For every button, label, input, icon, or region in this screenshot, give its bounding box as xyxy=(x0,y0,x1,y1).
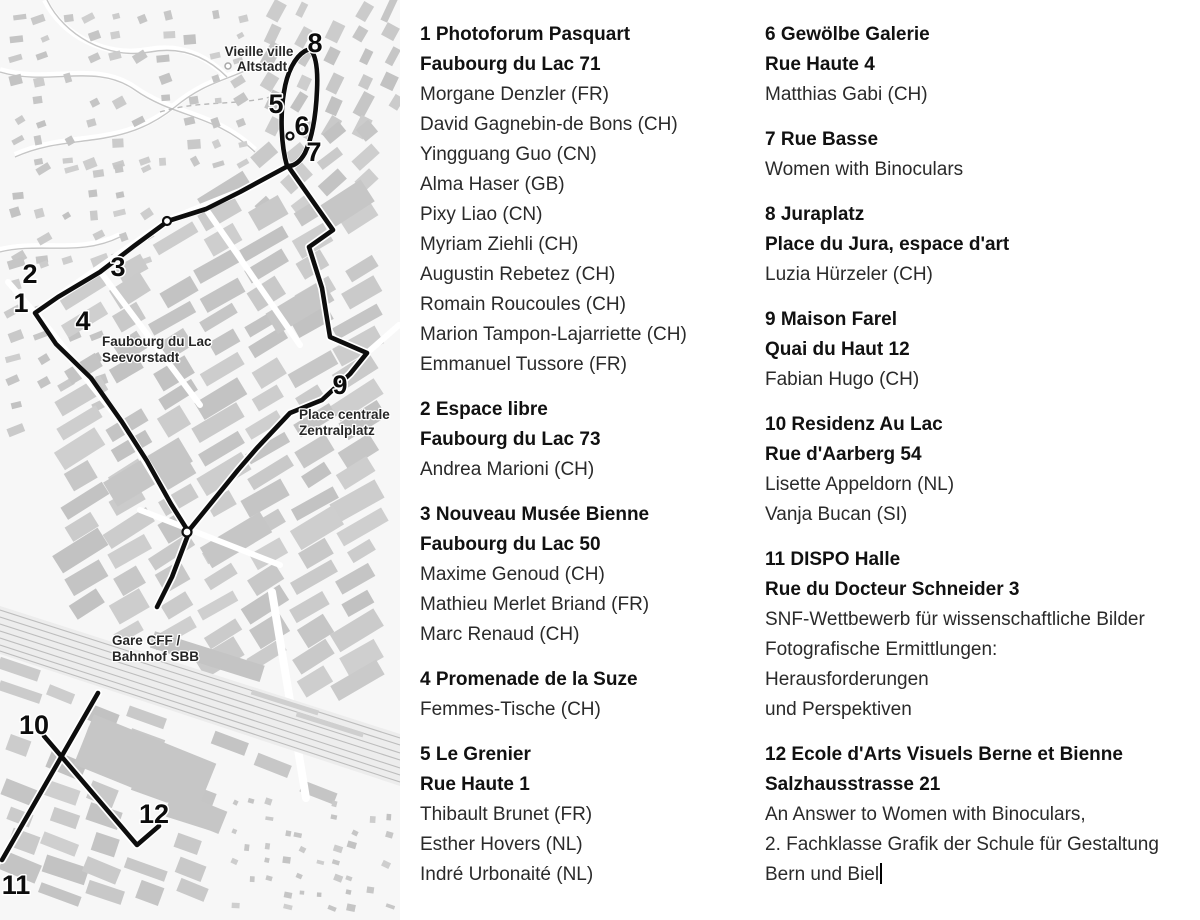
venue-detail-line: Maxime Genoud (CH) xyxy=(420,564,605,585)
area-label: Zentralplatz xyxy=(299,423,375,438)
venue-detail-line: Femmes-Tische (CH) xyxy=(420,699,601,720)
map-building-block xyxy=(88,189,97,197)
map-marker-3: 3 xyxy=(110,252,126,282)
map-building-block xyxy=(370,816,376,823)
venue-detail-line: und Perspektiven xyxy=(765,699,912,720)
venue-detail-line: Thibault Brunet (FR) xyxy=(420,804,593,825)
venue-title-line: Faubourg du Lac 73 xyxy=(420,429,601,450)
venue-title-line: 9 Maison Farel xyxy=(765,309,897,330)
text-cursor xyxy=(880,863,882,884)
area-label: Altstadt xyxy=(236,59,288,74)
venue-title-line: Rue du Docteur Schneider 3 xyxy=(765,579,1020,600)
map-building-block xyxy=(159,158,166,166)
venue-detail-line: Fabian Hugo (CH) xyxy=(765,369,920,390)
venue-entry xyxy=(765,20,1200,110)
venue-entry xyxy=(420,500,760,650)
map-building-block xyxy=(12,192,24,200)
venue-entry xyxy=(420,395,760,485)
venue-detail-line: 2. Fachklasse Grafik der Schule für Gestaltung xyxy=(765,834,1159,855)
venue-title-line: Place du Jura, espace d'art xyxy=(765,234,1010,255)
venue-detail-line: Lisette Appeldorn (NL) xyxy=(765,474,955,495)
venue-title-line: Rue Haute 4 xyxy=(765,54,875,75)
venue-detail-line: Yingguang Guo (CN) xyxy=(420,144,597,165)
venue-entry xyxy=(420,665,760,725)
map-marker-11: 11 xyxy=(1,870,31,900)
venue-entry xyxy=(765,410,1200,530)
map-building-block xyxy=(163,31,175,39)
map-building-block xyxy=(90,210,98,220)
venue-detail-line: Augustin Rebetez (CH) xyxy=(420,264,616,285)
venue-title-line: 2 Espace libre xyxy=(420,399,548,420)
map-building-block xyxy=(215,98,222,104)
map-marker-8: 8 xyxy=(307,28,323,58)
venue-title-line: 10 Residenz Au Lac xyxy=(765,414,943,435)
venue-title-line: Rue d'Aarberg 54 xyxy=(765,444,922,465)
venue-detail-line: Bern und Biel xyxy=(765,860,1200,890)
venue-detail-line: Matthias Gabi (CH) xyxy=(765,84,928,105)
map-building-block xyxy=(250,876,255,882)
venue-entry xyxy=(420,20,760,380)
map-marker-12: 12 xyxy=(138,799,170,829)
city-map xyxy=(0,0,400,920)
route-node xyxy=(163,217,171,225)
venue-list-column-2[interactable] xyxy=(765,20,1200,905)
venue-title-line: 8 Juraplatz xyxy=(765,204,865,225)
map-building-block xyxy=(317,892,322,897)
map-building-block xyxy=(285,830,291,836)
venue-detail-line: Emmanuel Tussore (FR) xyxy=(420,354,627,375)
venue-title-line: 1 Photoforum Pasquart xyxy=(420,24,631,45)
venue-detail-line: Esther Hovers (NL) xyxy=(420,834,583,855)
venue-detail-line: Marc Renaud (CH) xyxy=(420,624,580,645)
map-marker-1: 1 xyxy=(13,288,29,318)
map-building-block xyxy=(300,891,305,895)
venue-entry xyxy=(765,125,1200,185)
map-building-block xyxy=(232,903,240,909)
map-building-block xyxy=(112,138,124,148)
map-building-block xyxy=(189,96,199,105)
venue-detail-line: Vanja Bucan (SI) xyxy=(765,504,908,525)
map-building-block xyxy=(114,164,124,173)
venue-detail-line: An Answer to Women with Binoculars, xyxy=(765,804,1086,825)
venue-detail-line: Morgane Denzler (FR) xyxy=(420,84,609,105)
venue-detail-line: Mathieu Merlet Briand (FR) xyxy=(420,594,650,615)
venue-title-line: Faubourg du Lac 71 xyxy=(420,54,601,75)
venue-detail-line: Alma Haser (GB) xyxy=(420,174,565,195)
venue-detail-line: David Gagnebin-de Bons (CH) xyxy=(420,114,678,135)
area-label: Seevorstadt xyxy=(102,350,180,365)
map-marker-10: 10 xyxy=(18,710,50,740)
venue-entry xyxy=(765,740,1200,890)
venue-title-line: Faubourg du Lac 50 xyxy=(420,534,601,555)
venue-detail-line: Luzia Hürzeler (CH) xyxy=(765,264,933,285)
map-building-block xyxy=(33,96,43,104)
venue-title-line: Salzhausstrasse 21 xyxy=(765,774,941,795)
venue-detail-line: Marion Tampon-Lajarriette (CH) xyxy=(420,324,687,345)
area-label: Faubourg du Lac xyxy=(102,334,212,349)
map-marker-5: 5 xyxy=(268,89,284,119)
venue-entry xyxy=(420,740,760,890)
map-building-block xyxy=(62,158,73,164)
map-building-block xyxy=(282,856,291,864)
map-building-block xyxy=(183,34,196,45)
venue-detail-line: Women with Binoculars xyxy=(765,159,964,180)
venue-title-line: 12 Ecole d'Arts Visuels Berne et Bienne xyxy=(765,744,1123,765)
map-marker-7: 7 xyxy=(306,137,322,167)
venue-title-line: Rue Haute 1 xyxy=(420,774,530,795)
map-marker-4: 4 xyxy=(75,306,91,336)
venue-detail-line: SNF-Wettbewerb für wissenschaftliche Bilder xyxy=(765,609,1145,630)
venue-title-line: 6 Gewölbe Galerie xyxy=(765,24,930,45)
venue-title-line: 7 Rue Basse xyxy=(765,129,879,150)
venue-detail-line: Herausforderungen xyxy=(765,669,929,690)
map-building-block xyxy=(386,814,391,821)
venue-title-line: 3 Nouveau Musée Bienne xyxy=(420,504,650,525)
map-marker-2: 2 xyxy=(22,259,38,289)
venue-title-line: Quai du Haut 12 xyxy=(765,339,910,360)
area-label: Vieille ville xyxy=(224,44,294,59)
area-label: Bahnhof SBB xyxy=(112,649,199,664)
venue-entry xyxy=(765,200,1200,290)
venue-list-column-1[interactable] xyxy=(420,20,760,905)
route-node xyxy=(183,528,192,537)
map-building-block xyxy=(265,843,270,850)
map-marker-6: 6 xyxy=(294,111,310,141)
venue-detail-line: Myriam Ziehli (CH) xyxy=(420,234,579,255)
map-building-block xyxy=(156,55,170,63)
route-node xyxy=(287,133,294,140)
area-label: Place centrale xyxy=(299,407,390,422)
map-marker-9: 9 xyxy=(332,370,348,400)
venue-title-line: 11 DISPO Halle xyxy=(765,549,901,570)
venue-title-line: 5 Le Grenier xyxy=(420,744,531,765)
venue-entry xyxy=(765,305,1200,395)
venue-detail-line: Fotografische Ermittlungen: xyxy=(765,639,998,660)
venue-detail-line: Pixy Liao (CN) xyxy=(420,204,543,225)
map-building-block xyxy=(244,844,250,851)
area-label: Gare CFF / xyxy=(112,633,181,648)
map-building-block xyxy=(161,94,170,101)
venue-detail-line: Indré Urbonaité (NL) xyxy=(420,864,594,885)
venue-entry xyxy=(765,545,1200,725)
map-building-block xyxy=(366,886,374,893)
venue-detail-line: Andrea Marioni (CH) xyxy=(420,459,595,480)
map-building-block xyxy=(64,14,74,22)
map-building-block xyxy=(187,139,201,149)
venue-title-line: 4 Promenade de la Suze xyxy=(420,669,638,690)
venue-detail-line: Romain Roucoules (CH) xyxy=(420,294,626,315)
poi-dot xyxy=(225,63,231,69)
